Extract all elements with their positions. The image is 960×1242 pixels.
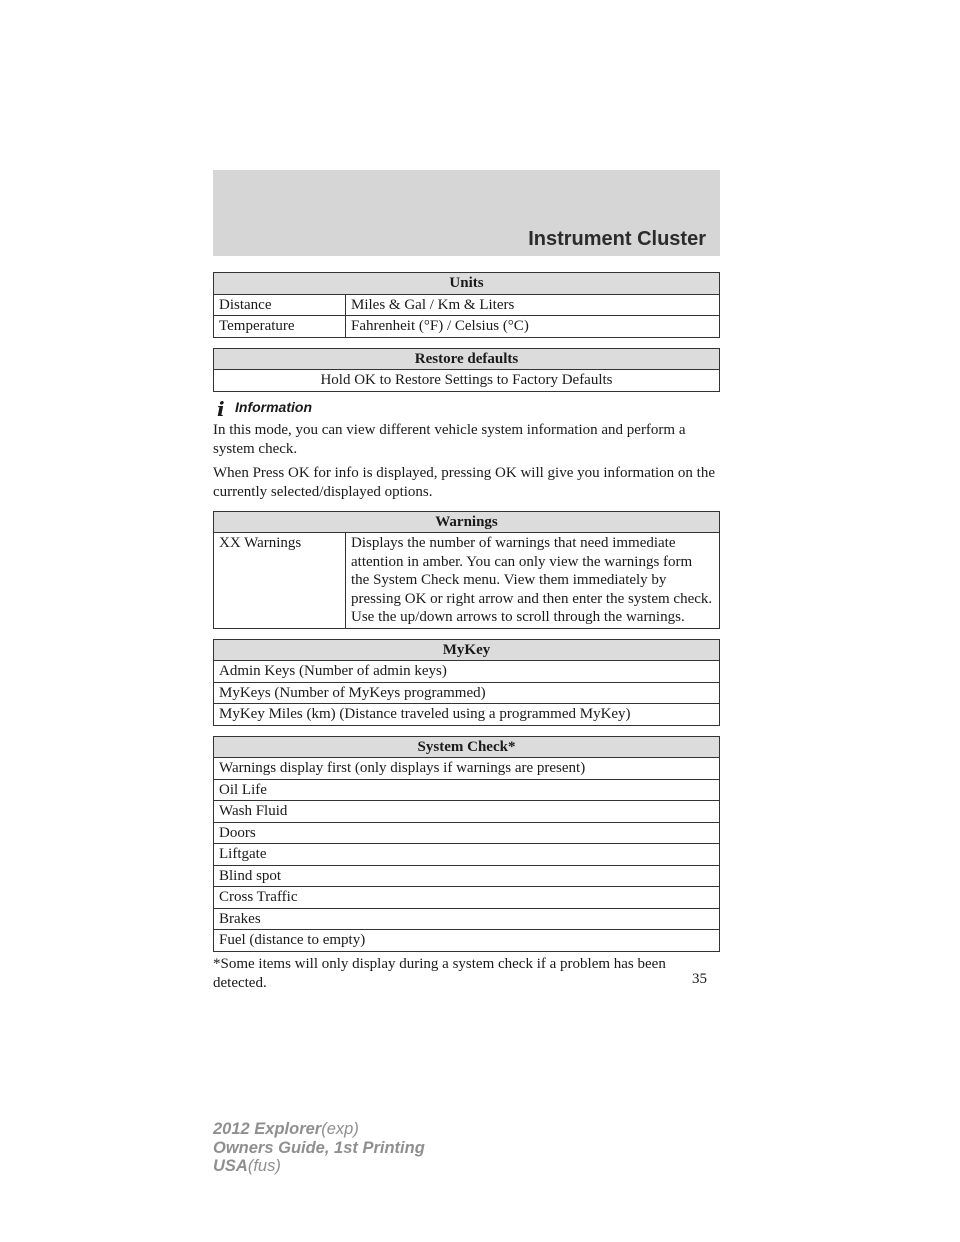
section-title: Instrument Cluster (528, 228, 706, 250)
system-check-row: Warnings display first (only displays if warnings are present) (214, 758, 720, 780)
print-footer (213, 1120, 425, 1176)
table-row (214, 887, 720, 909)
system-check-table-title: System Check* (214, 736, 720, 758)
system-check-row: Blind spot (214, 865, 720, 887)
mykey-table (213, 639, 720, 726)
restore-defaults-table (213, 348, 720, 392)
system-check-row: Brakes (214, 908, 720, 930)
units-table (213, 272, 720, 338)
table-row (214, 908, 720, 930)
mykey-row: MyKeys (Number of MyKeys programmed) (214, 682, 720, 704)
footer-market-code: (fus) (247, 1157, 281, 1175)
paragraph: When Press OK for info is displayed, pressing OK will give you information on the currently selected/displayed options. (213, 464, 716, 500)
table-row (214, 661, 720, 683)
system-check-row: Liftgate (214, 844, 720, 866)
table-row (214, 316, 720, 338)
table-row (214, 801, 720, 823)
warnings-row-text: Displays the number of warnings that need immediate attention in amber. You can only view the warnings form the System Check menu. View them immediately by pressing OK or right arrow and then enter the system check. Use the up/down arrows to scroll through the warnings. (346, 533, 720, 629)
table-row (214, 682, 720, 704)
system-check-row: Fuel (distance to empty) (214, 930, 720, 952)
paragraph: In this mode, you can view different vehicle system information and perform a system check. (213, 421, 686, 457)
mykey-row: Admin Keys (Number of admin keys) (214, 661, 720, 683)
table-row (214, 930, 720, 952)
table-row (214, 844, 720, 866)
table-row (214, 865, 720, 887)
table-row (214, 704, 720, 726)
table-row (214, 533, 720, 629)
table-row (214, 822, 720, 844)
table-row (214, 370, 720, 392)
footer-model-code: (exp) (321, 1120, 359, 1138)
table-row (214, 758, 720, 780)
units-table-title: Units (214, 273, 720, 295)
footnote: *Some items will only display during a system check if a problem has been detected. (213, 955, 666, 991)
system-check-row: Doors (214, 822, 720, 844)
units-row-value: Fahrenheit (°F) / Celsius (°C) (346, 316, 720, 338)
system-check-row: Wash Fluid (214, 801, 720, 823)
page-number: 35 (692, 971, 707, 987)
warnings-table (213, 511, 720, 629)
restore-row: Hold OK to Restore Settings to Factory Defaults (214, 370, 720, 392)
table-row (214, 779, 720, 801)
system-check-row: Oil Life (214, 779, 720, 801)
mykey-row: MyKey Miles (km) (Distance traveled using a programmed MyKey) (214, 704, 720, 726)
warnings-row-label: XX Warnings (214, 533, 346, 629)
system-check-row: Cross Traffic (214, 887, 720, 909)
info-icon: i (217, 396, 225, 421)
restore-table-title: Restore defaults (214, 348, 720, 370)
footer-edition: Owners Guide, 1st Printing (213, 1138, 425, 1157)
information-heading (213, 396, 720, 421)
units-row-label: Temperature (214, 316, 346, 338)
information-heading-text: Information (235, 398, 312, 415)
system-check-table (213, 736, 720, 952)
units-row-value: Miles & Gal / Km & Liters (346, 294, 720, 316)
table-row (214, 294, 720, 316)
units-row-label: Distance (214, 294, 346, 316)
page-content (213, 272, 720, 998)
warnings-table-title: Warnings (214, 511, 720, 533)
footer-model: 2012 Explorer (213, 1120, 322, 1138)
footer-market: USA (213, 1157, 248, 1175)
section-header-band (213, 170, 720, 256)
mykey-table-title: MyKey (214, 639, 720, 661)
